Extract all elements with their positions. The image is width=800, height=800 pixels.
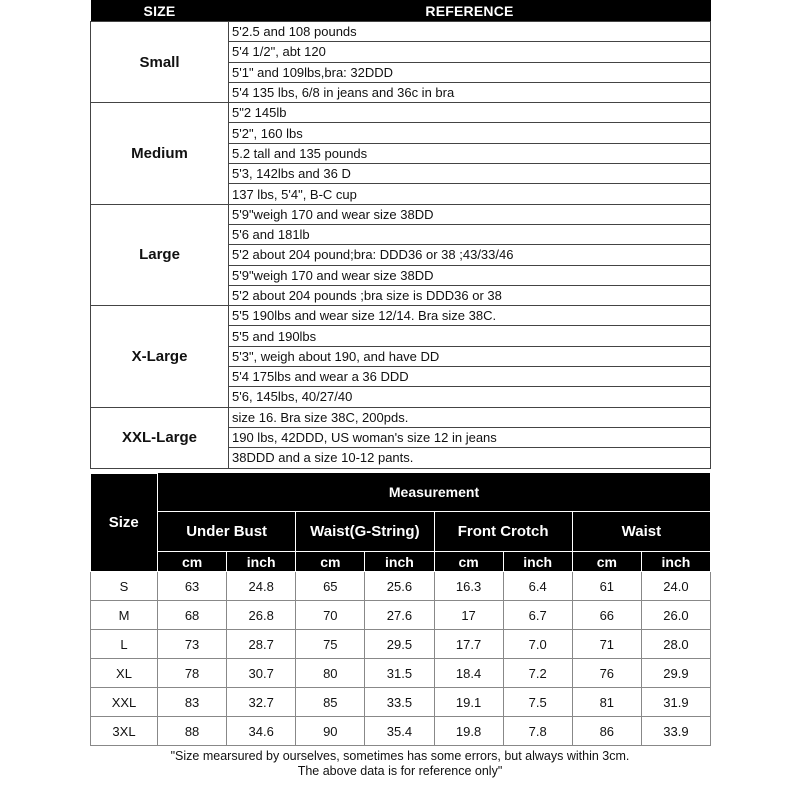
size-chart — [90, 0, 710, 779]
reference-entry: 190 lbs, 42DDD, US woman's size 12 in jeans — [229, 427, 711, 447]
reference-entry: 5'5 and 190lbs — [229, 326, 711, 346]
reference-entry: 5'2 about 204 pound;bra: DDD36 or 38 ;43/33/46 — [229, 245, 711, 265]
unit-header: cm — [296, 552, 365, 572]
unit-header-row — [91, 552, 711, 572]
measurement-value: 31.5 — [365, 659, 434, 688]
measurement-value: 66 — [572, 601, 641, 630]
measurement-group-header: Waist(G-String) — [296, 512, 434, 552]
row-size: L — [91, 630, 158, 659]
measurement-value: 76 — [572, 659, 641, 688]
measurement-value: 19.1 — [434, 688, 503, 717]
reference-entry: 5'9"weigh 170 and wear size 38DD — [229, 265, 711, 285]
reference-entry: 5'2.5 and 108 pounds — [229, 22, 711, 42]
measurement-value: 7.5 — [503, 688, 572, 717]
measurement-row — [91, 630, 711, 659]
unit-header: inch — [365, 552, 434, 572]
reference-entry: 38DDD and a size 10-12 pants. — [229, 448, 711, 468]
size-label: X-Large — [91, 306, 229, 407]
reference-entry: 5.2 tall and 135 pounds — [229, 143, 711, 163]
reference-row — [91, 407, 711, 427]
reference-entry: 5'3, 142lbs and 36 D — [229, 164, 711, 184]
measurement-value: 70 — [296, 601, 365, 630]
unit-header: inch — [641, 552, 710, 572]
reference-entry: 5"2 145lb — [229, 103, 711, 123]
measurement-value: 28.7 — [227, 630, 296, 659]
measurement-value: 65 — [296, 572, 365, 601]
measurement-value: 24.0 — [641, 572, 710, 601]
measurement-value: 7.8 — [503, 717, 572, 746]
unit-header: cm — [158, 552, 227, 572]
row-size: XL — [91, 659, 158, 688]
measurement-value: 85 — [296, 688, 365, 717]
measurement-header: Measurement — [158, 473, 711, 512]
measurement-value: 80 — [296, 659, 365, 688]
measurement-value: 35.4 — [365, 717, 434, 746]
measurement-value: 28.0 — [641, 630, 710, 659]
measurement-value: 34.6 — [227, 717, 296, 746]
reference-table — [90, 0, 711, 469]
measurement-value: 7.0 — [503, 630, 572, 659]
measurement-value: 63 — [158, 572, 227, 601]
measurement-value: 86 — [572, 717, 641, 746]
reference-column-header: REFERENCE — [229, 0, 711, 22]
measurement-header-row — [91, 473, 711, 512]
measurement-value: 30.7 — [227, 659, 296, 688]
row-size: XXL — [91, 688, 158, 717]
measurement-value: 26.0 — [641, 601, 710, 630]
measurement-table — [90, 473, 711, 747]
measurement-value: 33.5 — [365, 688, 434, 717]
measurement-body — [91, 572, 711, 746]
measurement-value: 71 — [572, 630, 641, 659]
measurement-value: 31.9 — [641, 688, 710, 717]
size-label: Large — [91, 204, 229, 305]
measurement-value: 68 — [158, 601, 227, 630]
size-label: XXL-Large — [91, 407, 229, 468]
measurement-row — [91, 688, 711, 717]
measurement-row — [91, 601, 711, 630]
measurement-value: 26.8 — [227, 601, 296, 630]
reference-entry: 5'1" and 109lbs,bra: 32DDD — [229, 62, 711, 82]
footnote-line-2: The above data is for reference only" — [297, 764, 503, 779]
measurement-value: 78 — [158, 659, 227, 688]
measurement-value: 18.4 — [434, 659, 503, 688]
measurement-value: 33.9 — [641, 717, 710, 746]
reference-entry: 5'3", weigh about 190, and have DD — [229, 346, 711, 366]
reference-row — [91, 22, 711, 42]
reference-header-row — [91, 0, 711, 22]
measurement-value: 75 — [296, 630, 365, 659]
size-label: Medium — [91, 103, 229, 204]
measurement-group-header: Waist — [572, 512, 710, 552]
footnote-line-1: "Size mearsured by ourselves, sometimes has some errors, but always within 3cm. — [170, 749, 630, 764]
measurement-value: 24.8 — [227, 572, 296, 601]
reference-entry: 5'4 175lbs and wear a 36 DDD — [229, 367, 711, 387]
measurement-group-header: Under Bust — [158, 512, 296, 552]
measurement-value: 6.4 — [503, 572, 572, 601]
reference-entry: 5'9"weigh 170 and wear size 38DD — [229, 204, 711, 224]
row-size: 3XL — [91, 717, 158, 746]
measurement-value: 88 — [158, 717, 227, 746]
measurement-value: 25.6 — [365, 572, 434, 601]
reference-entry: 5'4 1/2", abt 120 — [229, 42, 711, 62]
measurement-value: 7.2 — [503, 659, 572, 688]
unit-header: cm — [434, 552, 503, 572]
measurement-value: 16.3 — [434, 572, 503, 601]
unit-header: inch — [503, 552, 572, 572]
reference-entry: 5'2", 160 lbs — [229, 123, 711, 143]
measurement-value: 73 — [158, 630, 227, 659]
reference-entry: 5'4 135 lbs, 6/8 in jeans and 36c in bra — [229, 82, 711, 102]
reference-entry: 137 lbs, 5'4", B-C cup — [229, 184, 711, 204]
measurement-row — [91, 659, 711, 688]
row-size: S — [91, 572, 158, 601]
measurement-value: 29.9 — [641, 659, 710, 688]
reference-entry: 5'6, 145lbs, 40/27/40 — [229, 387, 711, 407]
unit-header: cm — [572, 552, 641, 572]
reference-entry: size 16. Bra size 38C, 200pds. — [229, 407, 711, 427]
group-header-row — [91, 512, 711, 552]
measurement-value: 90 — [296, 717, 365, 746]
size-label: Small — [91, 22, 229, 103]
reference-row — [91, 103, 711, 123]
measurement-value: 19.8 — [434, 717, 503, 746]
measurement-value: 83 — [158, 688, 227, 717]
measurement-group-header: Front Crotch — [434, 512, 572, 552]
size-column-header: SIZE — [91, 0, 229, 22]
measurement-value: 61 — [572, 572, 641, 601]
reference-entry: 5'5 190lbs and wear size 12/14. Bra size 38C. — [229, 306, 711, 326]
measurement-row — [91, 572, 711, 601]
reference-body — [91, 22, 711, 469]
measurement-value: 27.6 — [365, 601, 434, 630]
reference-entry: 5'6 and 181lb — [229, 224, 711, 244]
row-size: M — [91, 601, 158, 630]
measurement-value: 81 — [572, 688, 641, 717]
measurement-value: 6.7 — [503, 601, 572, 630]
measurement-value: 17.7 — [434, 630, 503, 659]
measurement-value: 29.5 — [365, 630, 434, 659]
footnote — [90, 749, 710, 779]
unit-header: inch — [227, 552, 296, 572]
size-header: Size — [91, 473, 158, 572]
reference-row — [91, 204, 711, 224]
measurement-value: 17 — [434, 601, 503, 630]
reference-entry: 5'2 about 204 pounds ;bra size is DDD36 or 38 — [229, 285, 711, 305]
measurement-value: 32.7 — [227, 688, 296, 717]
measurement-row — [91, 717, 711, 746]
reference-row — [91, 306, 711, 326]
